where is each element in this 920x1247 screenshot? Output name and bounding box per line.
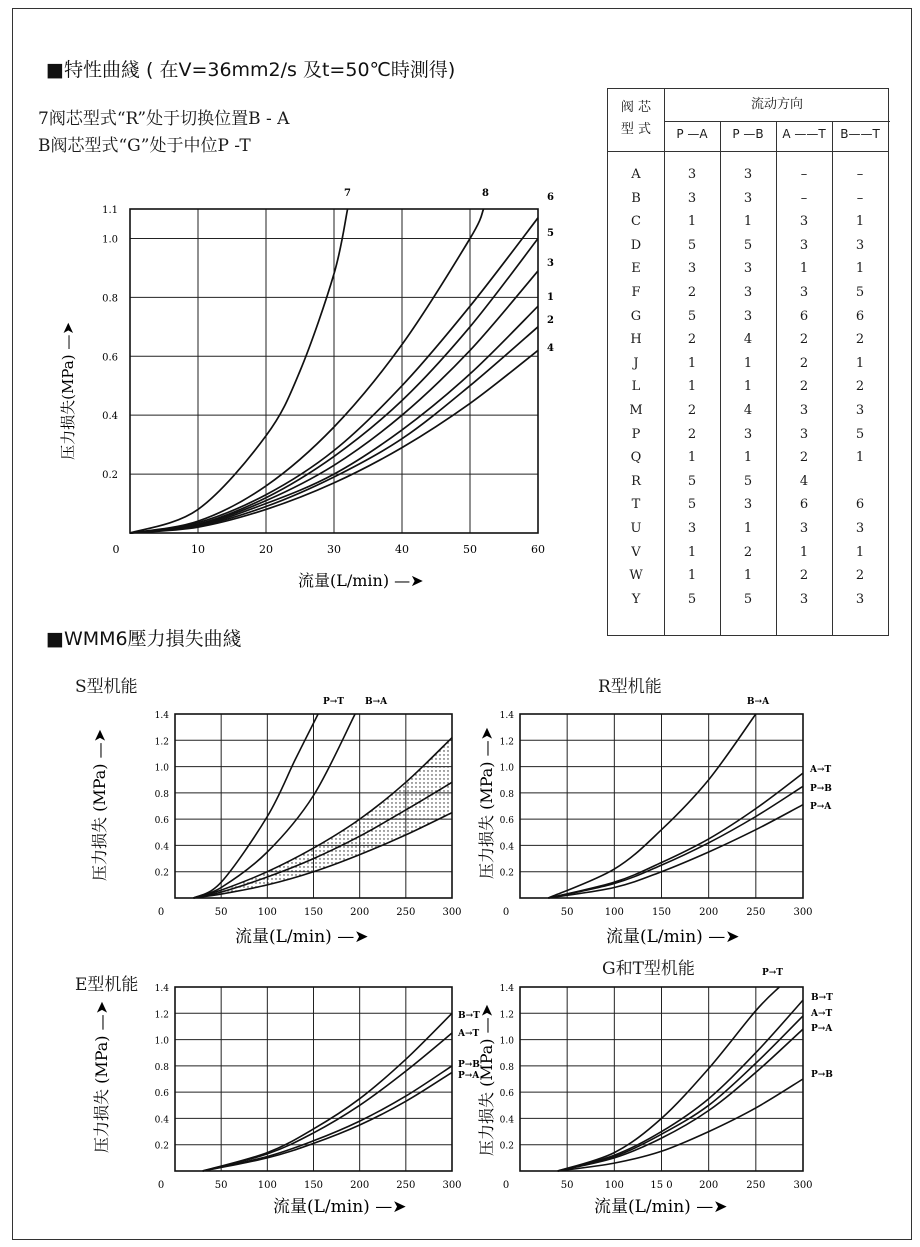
e-series-line-a-t: [203, 1033, 452, 1171]
table-cell-value: 5: [687, 497, 697, 513]
s-ytick-label: 1.2: [154, 737, 169, 748]
table-cell-value: 3: [687, 167, 697, 182]
table-cell-value: 1: [687, 544, 697, 560]
table-cell-value: 5: [855, 426, 865, 442]
s-y-axis-label: 压力损失 (MPa) —➤: [90, 728, 109, 882]
chart-main: [50, 178, 620, 598]
table-cell-value: 3: [687, 190, 697, 206]
r-series-line-b-a: [548, 714, 756, 898]
table-column-header: P —B: [732, 127, 764, 141]
table-cell-value: 2: [855, 568, 865, 584]
table-cell-value: 2: [799, 568, 809, 584]
table-row-spool-type: B: [631, 190, 641, 206]
e-ytick-label: 0.2: [154, 1141, 169, 1152]
r-ytick-label: 0.2: [499, 868, 514, 879]
table-cell-value: 3: [799, 426, 809, 442]
table-cell-value: 3: [687, 261, 697, 277]
table-row-spool-type: A: [631, 167, 641, 182]
table-row-spool-type: Y: [631, 591, 641, 607]
chart-r: [470, 690, 910, 960]
e-xtick-label: 0: [157, 1180, 165, 1191]
s-ytick-label: 0.4: [154, 842, 169, 853]
s-xtick-label: 200: [350, 907, 370, 918]
table-cell-value: 1: [799, 544, 809, 560]
e-series-label-p-b: P→B: [458, 1060, 480, 1070]
e-ytick-label: 1.2: [154, 1010, 169, 1021]
table-cell-value: 2: [855, 379, 865, 395]
table-row-spool-type: P: [631, 426, 641, 442]
table-row-spool-type: U: [630, 521, 642, 536]
gt-xtick-label: 200: [699, 1180, 719, 1191]
table-cell-value: 3: [855, 521, 865, 536]
gt-ytick-label: 0.4: [499, 1115, 514, 1126]
table-row-spool-type: F: [631, 285, 641, 300]
s-shaded-band: [194, 738, 453, 898]
e-series-label-p-a: P→A: [458, 1071, 480, 1081]
table-cell-value: 2: [799, 379, 809, 395]
e-series-label-b-t: B→T: [458, 1011, 480, 1021]
table-cell-value: 3: [799, 285, 809, 300]
table-cell-value: 2: [687, 403, 697, 418]
main-xtick-label: 30: [327, 543, 341, 556]
main-xtick-label: 40: [395, 543, 409, 556]
gt-ytick-label: 0.8: [499, 1062, 514, 1073]
r-x-axis-label: 流量(L/min) —➤: [606, 927, 740, 947]
table-header-spool-type-line1: 阀 芯: [620, 100, 652, 115]
e-xtick-label: 150: [303, 1180, 324, 1191]
table-cell-value: 3: [855, 237, 865, 253]
table-row-spool-type: C: [631, 214, 641, 230]
r-ytick-label: 1.2: [499, 737, 514, 748]
gt-series-line-p-b: [558, 1079, 803, 1171]
main-ytick-label: 1.0: [102, 234, 118, 246]
gt-series-label-p-b: P→B: [811, 1070, 833, 1080]
s-xtick-label: 300: [442, 907, 462, 918]
main-ytick-label: 1.1: [102, 205, 118, 216]
table-cell-value: –: [800, 167, 808, 182]
s-x-axis-label: 流量(L/min) —➤: [235, 927, 369, 947]
table-cell-value: 5: [743, 591, 753, 607]
table-row-spool-type: Q: [630, 450, 642, 466]
table-cell-value: 3: [799, 521, 809, 536]
table-cell-value: 1: [687, 379, 697, 395]
table-column-header: B——T: [840, 127, 880, 141]
r-xtick-label: 250: [746, 907, 766, 918]
main-ytick-label: 0.8: [102, 293, 118, 305]
table-cell-value: 1: [743, 379, 753, 395]
r-xtick-label: 0: [502, 907, 510, 918]
chart-s: [55, 690, 495, 960]
gt-ytick-label: 1.0: [499, 1036, 514, 1047]
main-y-axis-label: 压力损失(MPa) —➤: [59, 322, 77, 460]
gt-ytick-label: 0.2: [499, 1141, 514, 1152]
table-cell-value: 3: [799, 214, 809, 230]
table-row-spool-type: E: [631, 261, 641, 277]
table-cell-value: 6: [855, 497, 865, 513]
table-cell-value: 1: [799, 261, 809, 277]
table-cell-value: 1: [687, 568, 697, 584]
table-cell-value: 4: [799, 473, 809, 489]
main-series-label-4: 4: [547, 343, 554, 354]
table-cell-value: 2: [743, 544, 753, 560]
table-cell-value: 2: [799, 332, 809, 348]
r-ytick-label: 0.4: [499, 842, 514, 853]
table-cell-value: 3: [799, 591, 809, 607]
main-series-label-6: 6: [547, 192, 554, 203]
table-row-spool-type: H: [630, 332, 642, 348]
e-xtick-label: 100: [257, 1180, 277, 1191]
s-ytick-label: 1.0: [154, 763, 169, 774]
table-cell-value: 1: [743, 521, 753, 536]
table-cell-value: 5: [743, 473, 753, 489]
e-ytick-label: 1.4: [154, 984, 169, 994]
table-cell-value: 3: [855, 591, 865, 607]
s-xtick-label: 150: [303, 907, 324, 918]
main-xtick-label: 20: [259, 543, 273, 556]
r-xtick-label: 200: [699, 907, 719, 918]
flow-direction-table: [607, 88, 889, 636]
table-header-spool-type-line2: 型 式: [620, 122, 652, 137]
main-ytick-label: 0.2: [102, 470, 118, 482]
table-cell-value: 1: [687, 355, 697, 371]
chart-e-title: E型机能: [75, 975, 139, 995]
table-cell-value: 3: [799, 237, 809, 253]
e-x-axis-label: 流量(L/min) —➤: [273, 1197, 407, 1217]
s-xtick-label: 50: [214, 907, 228, 918]
table-cell-value: 1: [855, 450, 865, 466]
r-series-label-p-a: P→A: [810, 802, 832, 812]
table-cell-value: 1: [855, 214, 865, 230]
table-cell-value: 3: [743, 308, 753, 324]
gt-series-label-a-t: A→T: [811, 1009, 833, 1019]
table-column-header: A ——T: [782, 127, 826, 141]
table-row-spool-type: G: [630, 308, 642, 324]
table-cell-value: 2: [687, 285, 697, 300]
gt-series-line-b-t: [558, 1000, 803, 1171]
r-series-line-a-t: [548, 773, 803, 898]
e-xtick-label: 300: [442, 1180, 462, 1191]
table-cell-value: 1: [743, 568, 753, 584]
table-column-header: P —A: [676, 127, 708, 141]
main-series-label-3: 3: [547, 258, 554, 269]
table-cell-value: 2: [855, 332, 865, 348]
e-xtick-label: 50: [214, 1180, 228, 1191]
e-xtick-label: 200: [350, 1180, 370, 1191]
main-xtick-label: 10: [191, 543, 205, 556]
table-row-divider: [608, 151, 888, 152]
section-title-wmm6: ■WMM6壓力損失曲綫: [46, 628, 242, 650]
table-cell-value: 4: [743, 403, 753, 418]
table-cell-value: 3: [743, 497, 753, 513]
table-cell-value: 1: [687, 214, 697, 230]
chart-s-title: S型机能: [75, 677, 138, 697]
table-cell-value: –: [800, 190, 808, 206]
gt-ytick-label: 1.2: [499, 1010, 514, 1021]
s-xtick-label: 0: [157, 907, 165, 918]
main-x-axis-label: 流量(L/min) —➤: [298, 571, 424, 590]
table-cell-value: 1: [743, 450, 753, 466]
table-cell-value: 3: [687, 521, 697, 536]
table-row-spool-type: V: [631, 544, 641, 560]
table-cell-value: 3: [743, 167, 753, 182]
table-row-spool-type: M: [629, 403, 643, 418]
main-series-label-7: 7: [344, 188, 351, 199]
r-series-label-b-a: B→A: [746, 697, 770, 707]
table-cell-value: 1: [855, 261, 865, 277]
chart-gt-title: G和T型机能: [602, 959, 695, 979]
s-ytick-label: 0.8: [154, 789, 169, 800]
table-cell-value: 1: [855, 355, 865, 371]
gt-xtick-label: 300: [793, 1180, 813, 1191]
table-row-spool-type: T: [631, 497, 641, 513]
r-ytick-label: 1.4: [499, 711, 514, 721]
e-series-label-a-t: A→T: [458, 1029, 480, 1039]
table-cell-value: 3: [743, 261, 753, 277]
table-cell-value: 1: [687, 450, 697, 466]
r-xtick-label: 50: [560, 907, 574, 918]
section-title-characteristic: ■特性曲綫 ( 在V=36mm2/s 及t=50℃時測得): [46, 59, 456, 81]
table-cell-value: 6: [799, 308, 809, 324]
e-ytick-label: 0.8: [154, 1062, 169, 1073]
table-cell-value: 1: [743, 214, 753, 230]
gt-x-axis-label: 流量(L/min) —➤: [594, 1197, 728, 1217]
table-cell-value: 5: [687, 473, 697, 489]
table-cell-value: –: [856, 167, 864, 182]
main-series-label-5: 5: [547, 228, 554, 239]
table-cell-value: 5: [687, 237, 697, 253]
table-cell-value: 3: [743, 285, 753, 300]
gt-ytick-label: 0.6: [499, 1089, 514, 1100]
e-series-line-p-a: [203, 1072, 452, 1171]
gt-series-line-p-t: [558, 987, 780, 1171]
s-xtick-label: 250: [396, 907, 416, 918]
gt-xtick-label: 100: [604, 1180, 624, 1191]
table-cell-value: 2: [687, 426, 697, 442]
table-cell-value: 5: [743, 237, 753, 253]
gt-xtick-label: 15 0: [650, 1180, 673, 1191]
gt-xtick-label: 0: [502, 1180, 510, 1191]
gt-xtick-label: 50: [560, 1180, 574, 1191]
e-ytick-label: 0.4: [154, 1115, 169, 1126]
s-ytick-label: 0.2: [154, 868, 169, 879]
table-cell-value: 5: [687, 591, 697, 607]
table-cell-value: 3: [743, 426, 753, 442]
table-row-spool-type: J: [633, 355, 639, 371]
table-row-spool-type: D: [630, 237, 642, 253]
r-ytick-label: 1.0: [499, 763, 514, 774]
e-y-axis-label: 压力损失 (MPa) —➤: [92, 1000, 111, 1154]
main-ytick-label: 0.4: [102, 411, 118, 423]
main-series-label-1: 1: [547, 292, 554, 303]
note-line-1: 7阀芯型式“R”处于切换位置B - A: [38, 109, 290, 129]
main-xtick-label: 50: [463, 543, 477, 556]
gt-ytick-label: 1.4: [499, 984, 514, 994]
table-cell-value: 5: [855, 285, 865, 300]
table-cell-value: 5: [687, 308, 697, 324]
r-series-label-a-t: A→T: [810, 765, 832, 775]
table-row-spool-type: W: [629, 568, 643, 584]
r-y-axis-label: 压力损失 (MPa) —➤: [477, 726, 496, 880]
r-xtick-label: 150: [651, 907, 672, 918]
table-cell-value: 2: [799, 355, 809, 371]
gt-xtick-label: 250: [746, 1180, 766, 1191]
main-xtick-label: 60: [531, 543, 545, 556]
chart-r-title: R型机能: [598, 677, 662, 697]
note-line-2: B阀芯型式“G”处于中位P -T: [38, 136, 251, 156]
gt-series-label-p-a: P→A: [811, 1024, 833, 1034]
e-ytick-label: 0.6: [154, 1089, 169, 1100]
e-xtick-label: 250: [396, 1180, 416, 1191]
table-row-spool-type: L: [631, 379, 641, 395]
r-xtick-label: 100: [604, 907, 624, 918]
gt-series-label-p-t: P→T: [762, 968, 784, 978]
main-ytick-label: 0.6: [102, 352, 118, 364]
table-cell-value: 1: [743, 355, 753, 371]
r-series-label-p-b: P→B: [810, 784, 832, 794]
table-cell-value: 6: [855, 308, 865, 324]
main-series-label-2: 2: [547, 315, 554, 326]
s-ytick-label: 1.4: [154, 711, 169, 721]
r-ytick-label: 0.8: [499, 789, 514, 800]
table-cell-value: –: [856, 190, 864, 206]
table-cell-value: 4: [743, 332, 753, 348]
s-series-label-b-a: B→A: [365, 697, 388, 707]
gt-y-axis-label: 压力损失 (MPa) —➤: [477, 1003, 496, 1157]
table-cell-value: 2: [687, 332, 697, 348]
s-ytick-label: 0.6: [154, 816, 169, 827]
chart-e: [55, 970, 495, 1230]
main-xtick-label: 0: [112, 543, 120, 556]
table-cell-value: 1: [855, 544, 865, 560]
table-row-divider: [664, 121, 890, 122]
s-series-label-p-t: P→T: [323, 697, 345, 707]
chart-gt: [470, 960, 910, 1220]
gt-series-label-b-t: B→T: [811, 993, 833, 1003]
s-xtick-label: 100: [257, 907, 277, 918]
table-cell-value: 3: [855, 403, 865, 418]
table-header-flow-direction: 流动方向: [750, 97, 803, 112]
table-cell-value: 2: [799, 450, 809, 466]
r-xtick-label: 300: [793, 907, 813, 918]
e-ytick-label: 1.0: [154, 1036, 169, 1047]
r-ytick-label: 0.6: [499, 816, 514, 827]
table-cell-value: 6: [799, 497, 809, 513]
table-cell-value: 3: [799, 403, 809, 418]
table-cell-value: 3: [743, 190, 753, 206]
table-row-spool-type: R: [631, 473, 641, 489]
main-series-label-8: 8: [482, 188, 489, 199]
